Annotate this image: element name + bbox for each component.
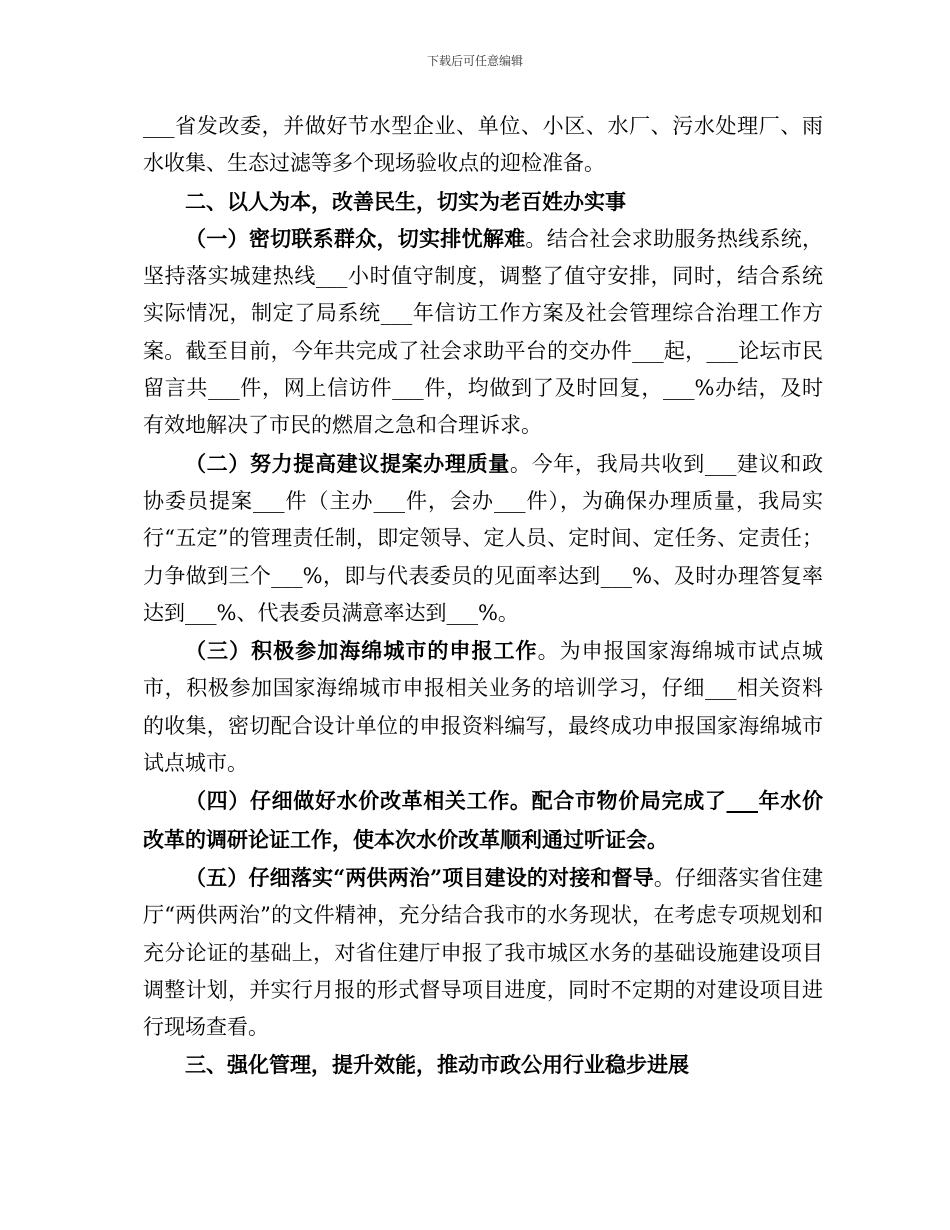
paragraph-item-4 — [143, 782, 823, 859]
paragraph-lead: （三）积极参加海绵城市的申报工作 — [185, 638, 538, 664]
heading-text: 三、强化管理，提升效能，推动市政公用行业稳步进展 — [185, 1052, 689, 1078]
paragraph-item-3 — [143, 632, 823, 782]
paragraph-item-2 — [143, 445, 823, 632]
paragraph-lead: （一）密切联系群众，切实排忧解难 — [185, 225, 526, 251]
paragraph-text: ___省发改委，并做好节水型企业、单位、小区、水厂、污水处理厂、雨水收集、生态过滤等多个现场验收点的迎检准备。 — [143, 114, 823, 176]
heading-text: 二、以人为本，改善民生，切实为老百姓办实事 — [185, 188, 626, 214]
paragraph-text: 。为申报国家海绵城市试点城市，积极参加国家海绵城市申报相关业务的培训学习，仔细___相关资料的收集，密切配合设计单位的申报资料编写，最终成功申报国家海绵城市试点城市。 — [143, 639, 824, 776]
paragraph-lead: （二）努力提高建议提案办理质量 — [185, 450, 510, 476]
paragraph-text: 。结合社会求助服务热线系统，坚持落实城建热线___小时值守制度，调整了值守安排，同时，结合系统实际情况，制定了局系统___年信访工作方案及社会管理综合治理工作方案。截至目前，今年共完成了社会求助平台的交办件___起，___论坛市民留言共___件，网上信访件___件，均做到了及时回复，___%办结，及时有效地解决了市民的燃眉之急和合理诉求。 — [143, 226, 824, 438]
paragraph-continuation — [143, 108, 823, 183]
page-header: 下载后可任意编辑 — [426, 54, 523, 68]
paragraph-item-5 — [143, 859, 823, 1046]
paragraph-text: 。仔细落实省住建厅“两供两治”的文件精神，充分结合我市的水务现状，在考虑专项规划和充分论证的基础上，对省住建厅申报了我市城区水务的基础设施建设项目调整计划，并实行月报的形式督导项目进度，同时不定期的对建设项目进行现场查看。 — [143, 865, 823, 1040]
document-body — [143, 108, 823, 1084]
paragraph-text: 。今年，我局共收到___建议和政协委员提案___件（主办___件，会办___件），为确保办理质量，我局实行“五定”的管理责任制，即定领导、定人员、定时间、定任务、定责任；力争做到三个___%，即与代表委员的见面率达到___%、及时办理答复率达到___%、代表委员满意率达到___%。 — [143, 451, 824, 625]
paragraph-lead: （四）仔细做好水价改革相关工作。配合市物价局完成了___年水价改革的调研论证工作，使本次水价改革顺利通过听证会。 — [143, 788, 823, 852]
section-heading-2 — [143, 183, 823, 220]
paragraph-lead: （五）仔细落实“两供两治”项目建设的对接和督导 — [185, 864, 654, 890]
section-heading-3 — [143, 1046, 823, 1083]
paragraph-item-1 — [143, 220, 823, 445]
